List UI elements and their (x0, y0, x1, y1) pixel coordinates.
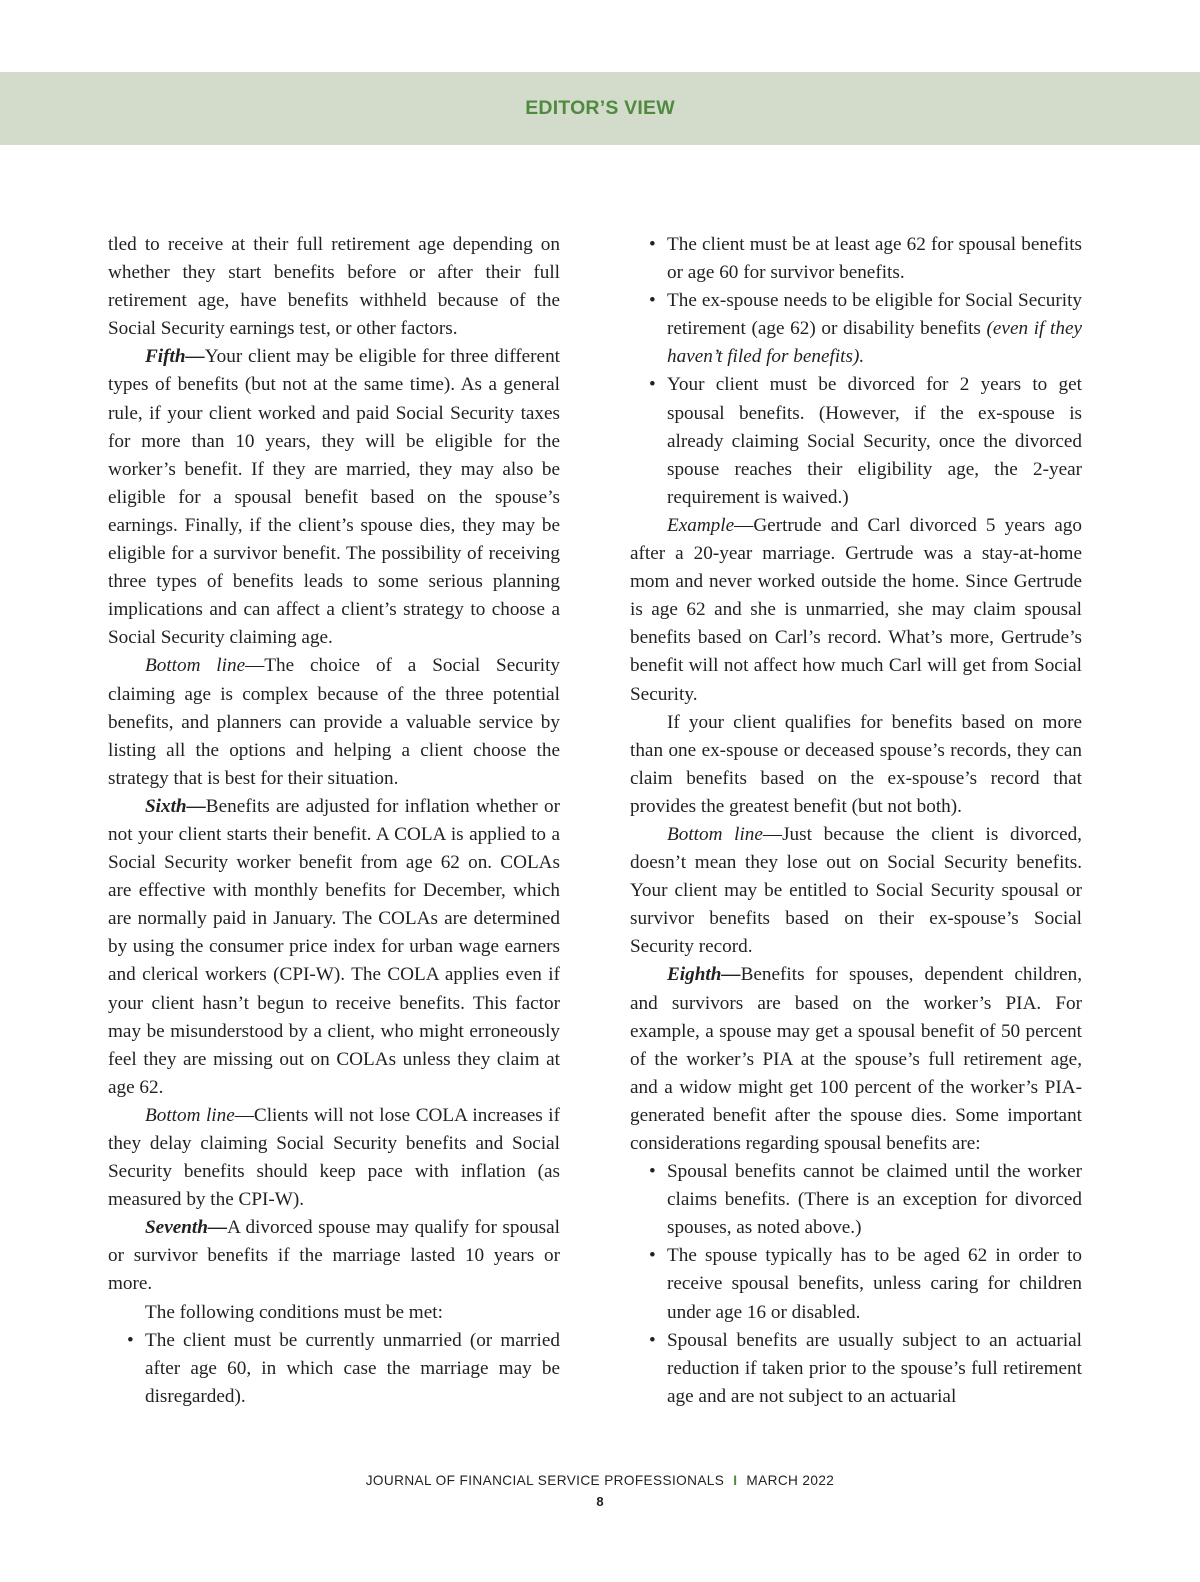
paragraph-sixth: Sixth—Benefits are adjusted for inflation whether or not your client starts their benefit. A COLA is applied to a Social Security worker benefit from age 62 on. COLAs are effective with monthly benefits for December, which are normally paid in January. The COLAs are determined by using the consumer price index for urban wage earners and clerical workers (CPI-W). The COLA applies even if your client hasn’t begun to receive benefits. This factor may be misunderstood by a client, who might erroneously feel they are missing out on COLAs unless they claim at age 62. (108, 795, 560, 1098)
journal-name: JOURNAL OF FINANCIAL SERVICE PROFESSIONALS (365, 1473, 725, 1488)
paragraph-multiple-spouses: If your client qualifies for benefits based on more than one ex-spouse or deceased spouse’s records, they can claim benefits based on the ex-spouse’s record that provides the greatest benefit (but not both). (630, 711, 1082, 817)
footer-line (0, 1473, 1200, 1488)
spousal-considerations-list (630, 1158, 1082, 1411)
right-column (630, 231, 1082, 1411)
list-item: • Spousal benefits cannot be claimed until the worker claims benefits. (There is an exception for divorced spouses, as noted above.) (630, 1158, 1082, 1242)
paragraph-continued: tled to receive at their full retirement age depending on whether they start benefits before or after their full retirement age, have benefits withheld because of the Social Security earnings test, or other factors. (108, 234, 560, 340)
list-item: • The ex-spouse needs to be eligible for Social Security retirement (age 62) or disability benefits (even if they haven’t filed for benefits). (630, 287, 1082, 371)
conditions-list-continued (630, 231, 1082, 512)
run-in-heading: Bottom line (145, 655, 246, 677)
paragraph-bottom-line: Bottom line—Just because the client is divorced, doesn’t mean they lose out on Social Security benefits. Your client may be entitled to Social Security spousal or survivor benefits based on their ex-spouse’s Social Security record. (630, 823, 1082, 958)
run-in-heading: Example (667, 514, 735, 536)
list-item: • The spouse typically has to be aged 62 in order to receive spousal benefits, unless caring for children under age 16 or disabled. (630, 1242, 1082, 1326)
bullet-icon: • (649, 1245, 656, 1267)
list-item: • Your client must be divorced for 2 years to get spousal benefits. (However, if the ex-spouse is already claiming Social Security, once the divorced spouse reaches their eligibility age, the 2-year requirement is waived.) (630, 371, 1082, 511)
run-in-heading: Sixth— (145, 795, 206, 817)
paragraph-fifth: Fifth—Your client may be eligible for three different types of benefits (but not at the same time). As a general rule, if your client worked and paid Social Security taxes for more than 10 years, they will be eligible for the worker’s benefit. If they are married, they may also be eligible for a spousal benefit based on the spouse’s earnings. Finally, if the client’s spouse dies, they may be eligible for a survivor benefit. The possibility of receiving three types of benefits leads to some serious planning implications and can affect a client’s strategy to choose a Social Security claiming age. (108, 346, 560, 649)
paragraph-bottom-line: Bottom line—Clients will not lose COLA increases if they delay claiming Social Security benefits and Social Security benefits should keep pace with inflation (as measured by the CPI-W). (108, 1104, 560, 1211)
list-item: • Spousal benefits are usually subject to an actuarial reduction if taken prior to the spouse’s full retirement age and are not subject to an actuarial (630, 1327, 1082, 1411)
run-in-heading: Eighth— (667, 964, 741, 986)
section-banner (0, 72, 1200, 145)
page-footer (0, 1473, 1200, 1509)
bullet-icon: • (649, 290, 656, 312)
conditions-list (108, 1327, 560, 1411)
bullet-icon: • (649, 1161, 656, 1183)
paragraph-bottom-line: Bottom line—The choice of a Social Security claiming age is complex because of the three potential benefits, and planners can provide a valuable service by listing all the options and helping a client choose the strategy that is best for their situation. (108, 655, 560, 789)
run-in-heading: Bottom line (145, 1104, 235, 1126)
run-in-heading: Fifth— (145, 346, 205, 368)
section-title: EDITOR’S VIEW (525, 97, 675, 119)
bullet-icon: • (649, 1329, 656, 1351)
bullet-icon: • (127, 1329, 134, 1351)
left-column (108, 231, 560, 1411)
run-in-heading: Bottom line (667, 823, 763, 845)
list-item: • The client must be currently unmarried (or married after age 60, in which case the marriage may be disregarded). (108, 1327, 560, 1411)
paragraph-eighth: Eighth—Benefits for spouses, dependent children, and survivors are based on the worker’s PIA. For example, a spouse may get a spousal benefit of 50 percent of the worker’s PIA at the spouse’s full retirement age, and a widow might get 100 percent of the worker’s PIA-generated benefit after the spouse dies. Some important considerations regarding spousal benefits are: (630, 964, 1082, 1154)
bullet-icon: • (649, 374, 656, 396)
run-in-heading: Seventh— (145, 1217, 228, 1239)
footer-separator: I (733, 1473, 738, 1488)
paragraph-conditions-intro: The following conditions must be met: (145, 1301, 443, 1323)
issue-date: MARCH 2022 (746, 1473, 835, 1488)
paragraph-seventh: Seventh—A divorced spouse may qualify for spousal or survivor benefits if the marriage lasted 10 years or more. (108, 1217, 560, 1295)
list-item: • The client must be at least age 62 for spousal benefits or age 60 for survivor benefits. (630, 231, 1082, 287)
paragraph-example: Example—Gertrude and Carl divorced 5 years ago after a 20-year marriage. Gertrude was a stay-at-home mom and never worked outside the home. Since Gertrude is age 62 and she is unmarried, she may claim spousal benefits based on Carl’s record. What’s more, Gertrude’s benefit will not affect how much Carl will get from Social Security. (630, 514, 1082, 705)
bullet-icon: • (649, 234, 656, 255)
page-number: 8 (596, 1494, 604, 1509)
